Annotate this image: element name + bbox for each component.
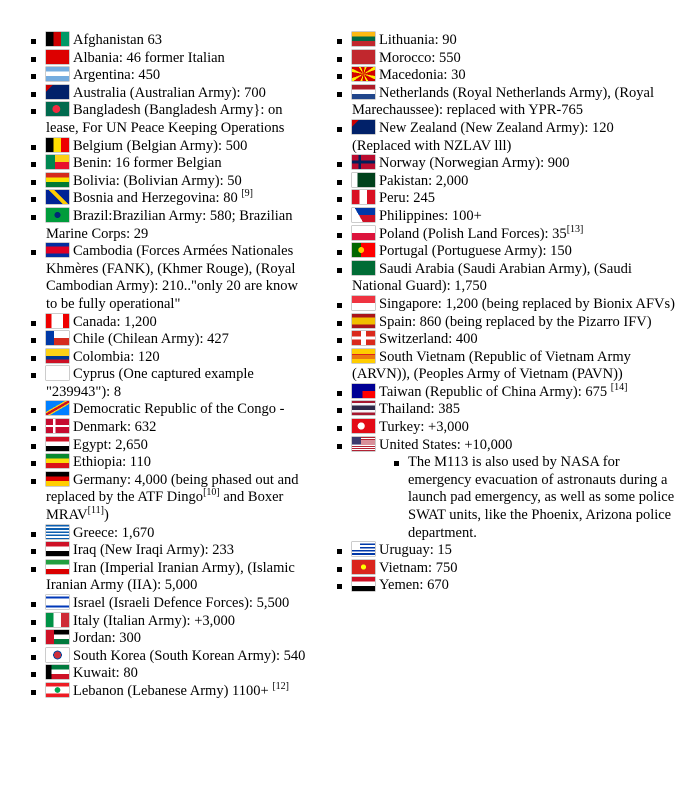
- item-text: Uruguay: 15: [379, 542, 452, 559]
- flag-icon: [352, 32, 375, 46]
- item-text: Colombia: 120: [73, 348, 160, 365]
- flag-icon: [352, 243, 375, 257]
- flag-icon: [46, 366, 69, 380]
- flag-icon: [46, 437, 69, 451]
- item-text: Philippines: 100+: [379, 207, 482, 224]
- flag-icon: [352, 331, 375, 345]
- item-text: Canada: 1,200: [73, 313, 157, 330]
- item-text: Vietnam: 750: [379, 559, 458, 576]
- citation-link[interactable]: [13]: [566, 223, 584, 235]
- list-item: [30, 331, 312, 349]
- item-text: Lebanon (Lebanese Army) 1100+: [73, 682, 273, 699]
- flag-icon: [46, 155, 69, 169]
- item-text: Kuwait: 80: [73, 665, 138, 682]
- item-text: Yemen: 670: [379, 577, 449, 594]
- flag-icon: [352, 296, 375, 310]
- flag-icon: [46, 138, 69, 152]
- flag-icon: [46, 314, 69, 328]
- sub-list: [352, 454, 676, 542]
- item-text: Bolivia: (Bolivian Army): 50: [73, 172, 242, 189]
- flag-icon: [46, 683, 69, 697]
- list-item: [30, 542, 312, 560]
- item-text: South Korea (South Korean Army): 540: [73, 647, 306, 664]
- flag-icon: [46, 613, 69, 627]
- flag-icon: [352, 314, 375, 328]
- flag-icon: [352, 226, 375, 240]
- flag-icon: [352, 85, 375, 99]
- list-item: [30, 349, 312, 367]
- list-item: [336, 261, 676, 296]
- flag-icon: [46, 454, 69, 468]
- flag-icon: [352, 67, 375, 81]
- item-text: Bosnia and Herzegovina: 80: [73, 190, 242, 207]
- item-text: Chile (Chilean Army): 427: [73, 331, 229, 348]
- flag-icon: [46, 542, 69, 556]
- list-item: [30, 525, 312, 543]
- citation-link[interactable]: [9]: [241, 188, 253, 200]
- list-item: [30, 437, 312, 455]
- citation-link[interactable]: [14]: [610, 382, 628, 394]
- flag-icon: [352, 50, 375, 64]
- flag-icon: [46, 648, 69, 662]
- item-text: Egypt: 2,650: [73, 436, 148, 453]
- flag-icon: [46, 208, 69, 222]
- flag-icon: [46, 85, 69, 99]
- item-text: Democratic Republic of the Congo -: [73, 401, 285, 418]
- list-item: [30, 683, 312, 701]
- list-item: [336, 296, 676, 314]
- list-item: [336, 155, 676, 173]
- flag-icon: [352, 560, 375, 574]
- flag-icon: [46, 243, 69, 257]
- item-text: Iraq (New Iraqi Army): 233: [73, 542, 235, 559]
- list-item: [30, 243, 312, 313]
- flag-icon: [352, 384, 375, 398]
- item-text: Albania: 46 former Italian: [73, 49, 225, 66]
- list-item: [336, 331, 676, 349]
- flag-icon: [352, 120, 375, 134]
- item-text: ): [103, 507, 109, 524]
- list-item: [30, 419, 312, 437]
- flag-icon: [352, 173, 375, 187]
- list-item: [30, 630, 312, 648]
- item-text: Brazil:Brazilian Army: 580; Brazilian Marine Corps: 29: [46, 207, 293, 242]
- list-item: [30, 595, 312, 613]
- item-text: United States: +10,000: [379, 436, 513, 453]
- item-text: The M113 is also used by NASA for emergency evacuation of astronauts during a launch pad emergency, as well as some police SWAT units, like the Phoenix, Arizona police department.: [408, 454, 675, 541]
- item-text: Morocco: 550: [379, 49, 461, 66]
- flag-icon: [46, 102, 69, 116]
- item-text: Argentina: 450: [73, 67, 161, 84]
- item-text: Pakistan: 2,000: [379, 172, 469, 189]
- list-item: [336, 401, 676, 419]
- list-item: [30, 665, 312, 683]
- list-item: [30, 560, 312, 595]
- right-column-list: [336, 32, 676, 595]
- list-item: [336, 577, 676, 595]
- flag-icon: [46, 67, 69, 81]
- item-text: Norway (Norwegian Army): 900: [379, 155, 570, 172]
- list-item: [30, 155, 312, 173]
- item-text: Poland (Polish Land Forces): 35: [379, 225, 567, 242]
- item-text: Peru: 245: [379, 190, 435, 207]
- item-text: Jordan: 300: [73, 630, 142, 647]
- flag-icon: [352, 577, 375, 591]
- item-text: Denmark: 632: [73, 419, 157, 436]
- list-item: [336, 67, 676, 85]
- item-text: New Zealand (New Zealand Army): 120 (Replaced with NZLAV lll): [352, 119, 614, 154]
- flag-icon: [46, 630, 69, 644]
- flag-icon: [46, 665, 69, 679]
- item-text: Belgium (Belgian Army): 500: [73, 137, 248, 154]
- list-item: [30, 102, 312, 137]
- citation-link[interactable]: [10]: [203, 487, 220, 499]
- item-text: Cyprus (One captured example "239943"): 8: [46, 366, 254, 400]
- list-item: [30, 208, 312, 243]
- flag-icon: [46, 595, 69, 609]
- list-item: [30, 138, 312, 156]
- list-item: [336, 208, 676, 226]
- flag-icon: [46, 525, 69, 539]
- list-item: [30, 648, 312, 666]
- flag-icon: [46, 190, 69, 204]
- item-text: Germany: 4,000 (being phased out and replaced by the ATF Dingo: [46, 471, 299, 506]
- flag-icon: [46, 472, 69, 486]
- item-text: Macedonia: 30: [379, 67, 466, 84]
- item-text: Benin: 16 former Belgian: [73, 155, 222, 172]
- flag-icon: [352, 401, 375, 415]
- item-text: Singapore: 1,200 (being replaced by Bionix AFVs): [379, 295, 675, 312]
- flag-icon: [46, 50, 69, 64]
- item-text: Bangladesh (Bangladesh Army}: on lease, For UN Peace Keeping Operations: [46, 102, 285, 136]
- list-item: [336, 85, 676, 120]
- list-item: [336, 190, 676, 208]
- flag-icon: [46, 560, 69, 574]
- flag-icon: [46, 331, 69, 345]
- list-item: [30, 32, 312, 50]
- flag-icon: [352, 419, 375, 433]
- list-item: [30, 314, 312, 332]
- list-item: [336, 120, 676, 155]
- list-item: [336, 243, 676, 261]
- list-item: [336, 419, 676, 437]
- list-item: [30, 472, 312, 525]
- item-text: Spain: 860 (being replaced by the Pizarro IFV): [379, 313, 652, 330]
- flag-icon: [46, 401, 69, 415]
- flag-icon: [352, 437, 375, 451]
- list-item: [30, 190, 312, 208]
- item-text: Ethiopia: 110: [73, 454, 151, 471]
- item-text: Afghanistan 63: [73, 32, 162, 48]
- list-item: [30, 173, 312, 191]
- list-item: [30, 613, 312, 631]
- list-item: [336, 560, 676, 578]
- item-text: Switzerland: 400: [379, 331, 478, 348]
- list-item: [30, 401, 312, 419]
- list-item: [30, 454, 312, 472]
- list-item: [336, 314, 676, 332]
- flag-icon: [352, 542, 375, 556]
- item-text: and Boxer MRAV: [46, 489, 284, 524]
- citation-link[interactable]: [11]: [87, 505, 104, 517]
- list-item: [30, 366, 312, 401]
- item-text: Cambodia (Forces Armées Nationales Khmères (FANK), (Khmer Rouge), (Royal Cambodian Army): 210.."only 20 are know to be fully operational": [46, 243, 298, 312]
- list-item: [336, 384, 676, 402]
- flag-icon: [352, 190, 375, 204]
- flag-icon: [46, 349, 69, 363]
- item-text: South Vietnam (Republic of Vietnam Army (ARVN)), (Peoples Army of Vietnam (PAVN)): [352, 348, 631, 383]
- flag-icon: [46, 32, 69, 46]
- item-text: Netherlands (Royal Netherlands Army), (Royal Marechaussee): replaced with YPR-765: [352, 84, 655, 119]
- flag-icon: [352, 261, 375, 275]
- item-text: Lithuania: 90: [379, 32, 457, 48]
- list-item: [336, 349, 676, 384]
- item-text: Taiwan (Republic of China Army): 675: [379, 383, 611, 400]
- item-text: Australia (Australian Army): 700: [73, 84, 266, 101]
- list-item: [336, 542, 676, 560]
- flag-icon: [46, 419, 69, 433]
- item-text: Israel (Israeli Defence Forces): 5,500: [73, 595, 290, 611]
- item-text: Iran (Imperial Iranian Army), (Islamic Iranian Army (IIA): 5,000: [46, 559, 295, 594]
- item-text: Saudi Arabia (Saudi Arabian Army), (Saudi National Guard): 1,750: [352, 260, 632, 295]
- flag-icon: [46, 173, 69, 187]
- flag-icon: [352, 155, 375, 169]
- flag-icon: [352, 349, 375, 363]
- sub-list-item: [392, 454, 676, 542]
- list-item: [30, 50, 312, 68]
- list-item: [336, 32, 676, 50]
- list-item: [30, 67, 312, 85]
- flag-icon: [352, 208, 375, 222]
- list-item: [336, 223, 676, 244]
- item-text: Portugal (Portuguese Army): 150: [379, 243, 572, 260]
- item-text: Thailand: 385: [379, 401, 460, 418]
- item-text: Italy (Italian Army): +3,000: [73, 612, 235, 629]
- list-item: [336, 50, 676, 68]
- list-item: [336, 437, 676, 543]
- left-column-list: [30, 32, 312, 701]
- item-text: Greece: 1,670: [73, 524, 155, 541]
- item-text: Turkey: +3,000: [379, 419, 469, 436]
- list-item: [336, 173, 676, 191]
- citation-link[interactable]: [12]: [272, 681, 289, 693]
- list-item: [30, 85, 312, 103]
